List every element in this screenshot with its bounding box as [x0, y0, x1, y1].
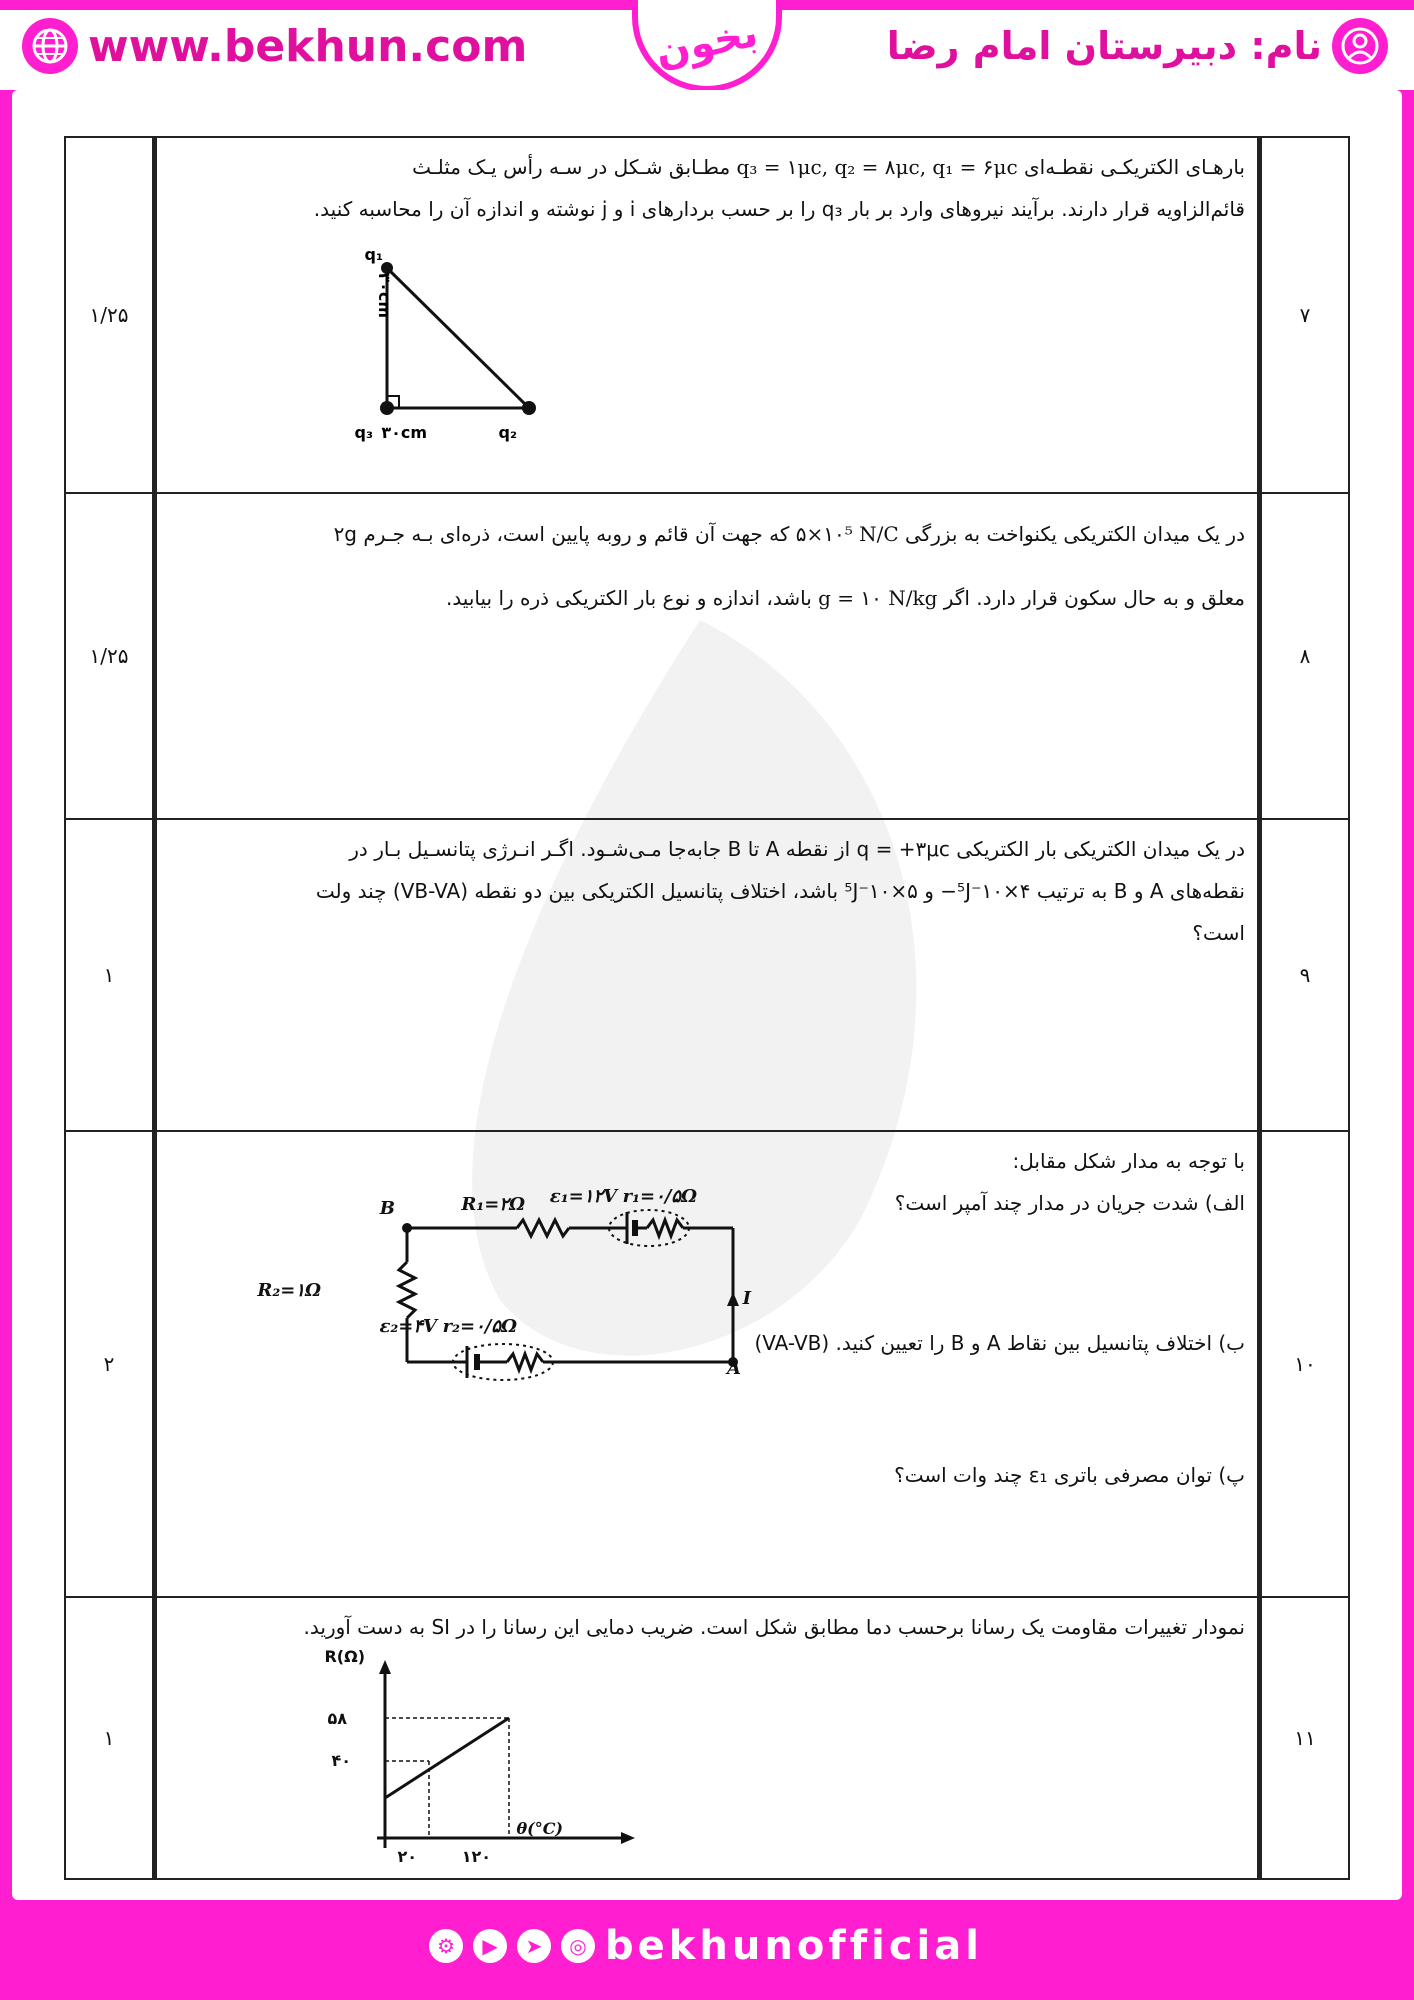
question-number: ۱۰ — [1260, 1131, 1350, 1597]
question-text-line: نقطه‌های A و B به ترتیب ۴×۱۰⁻⁵J− و ۵×۱۰⁻⁵J باشد، اختلاف پتانسیل الکتریکی بین دو نقطه (VB-VA) چند ولت — [315, 879, 1245, 903]
question-row-8 — [65, 493, 1349, 819]
name-label: نام: دبیرستان امام رضا — [886, 24, 1322, 68]
label-e1: ε₁=۱۲V — [549, 1186, 617, 1207]
brand-logo: بخون — [632, 0, 782, 92]
youtube-icon[interactable]: ▶ — [473, 1929, 507, 1963]
math-gravity: g = ۱۰ N/kg — [818, 586, 938, 610]
instagram-icon[interactable]: ◎ — [561, 1929, 595, 1963]
question-text-line: با توجه به مدار شکل مقابل: — [1012, 1149, 1245, 1173]
question-body — [155, 137, 1260, 493]
question-score: ۱/۲۵ — [65, 137, 155, 493]
question-row-10 — [65, 1131, 1349, 1597]
current-I: I — [742, 1288, 751, 1309]
question-score: ۱ — [65, 819, 155, 1131]
label-q3: q₃ — [354, 423, 373, 442]
user-icon — [1332, 18, 1388, 74]
y-axis-label: R(Ω) — [324, 1647, 365, 1666]
question-body — [155, 1131, 1260, 1597]
question-body — [155, 493, 1260, 819]
x-axis-label: θ(°C) — [516, 1819, 563, 1838]
question-text-line: در یک میدان الکتریکی یکنواخت به بزرگی ۵×۱۰⁵ N/C که جهت آن قائم و روبه پایین است، ذره‌ای بـه جـرم ۲g — [333, 522, 1245, 546]
question-text-line: است؟ — [1192, 921, 1245, 945]
node-A: A — [727, 1358, 741, 1379]
page-header — [0, 0, 1414, 90]
x-tick-20: ۲۰ — [397, 1847, 417, 1866]
question-text-line: قائم‌الزاویه قرار دارند. برآیند نیروهای وارد بر بار q₃ را بر حسب بردارهای i و j نوشته و اندازه آن را محاسبه کنید. — [313, 197, 1245, 221]
label-q2: q₂ — [498, 423, 517, 442]
question-text-line: نمودار تغییرات مقاومت یک رسانا برحسب دما مطابق شکل است. ضریب دمایی این رسانا را در SI به دست آورید. — [303, 1615, 1245, 1639]
reels-icon[interactable]: ⚙ — [429, 1929, 463, 1963]
site-url: www.bekhun.com — [88, 20, 528, 72]
label-side-v: ۳۰cm — [375, 272, 394, 318]
question-number: ۷ — [1260, 137, 1350, 493]
question-score: ۱ — [65, 1597, 155, 1879]
globe-icon — [22, 18, 78, 74]
label-R2: R₂=۱Ω — [257, 1280, 321, 1301]
question-score: ۱/۲۵ — [65, 493, 155, 819]
question-row-7 — [65, 137, 1349, 493]
telegram-icon[interactable]: ➤ — [517, 1929, 551, 1963]
question-text-line: در یک میدان الکتریکی بار الکتریکی q = +۳μc از نقطه A تا B جابه‌جا مـی‌شـود. اگـر انـرژی پتانسـیل بـار در — [349, 837, 1245, 861]
question-body — [155, 1597, 1260, 1879]
question-number: ۸ — [1260, 493, 1350, 819]
y-tick-58: ۵۸ — [327, 1709, 347, 1728]
circuit-figure — [257, 1162, 797, 1402]
label-r1: r₁=۰/۵Ω — [622, 1186, 697, 1207]
question-body — [155, 819, 1260, 1131]
questions-table — [64, 136, 1350, 1880]
y-tick-40: ۴۰ — [331, 1751, 351, 1770]
question-row-9 — [65, 819, 1349, 1131]
part-b: ب) اختلاف پتانسیل بین نقاط A و B را تعیین کنید. (VA-VB) — [754, 1331, 1245, 1355]
social-footer[interactable] — [398, 1910, 1014, 1982]
part-c: پ) توان مصرفی باتری ε₁ چند وات است؟ — [894, 1463, 1245, 1487]
question-number: ۱۱ — [1260, 1597, 1350, 1879]
social-handle: bekhunofficial — [605, 1923, 983, 1969]
label-side-h: ۳۰cm — [381, 423, 427, 442]
label-r2: r₂=۰/۵Ω — [442, 1316, 517, 1337]
resistance-graph — [324, 1647, 647, 1868]
triangle-figure — [354, 245, 557, 448]
question-score: ۲ — [65, 1131, 155, 1597]
label-R1: R₁=۲Ω — [461, 1194, 525, 1215]
part-a: الف) شدت جریان در مدار چند آمپر است؟ — [894, 1191, 1245, 1215]
label-q1: q₁ — [364, 245, 383, 264]
math-field: ۵×۱۰⁵ N/C — [795, 522, 899, 546]
question-text-line: معلق و به حال سکون قرار دارد. اگر g = ۱۰ N/kg باشد، اندازه و نوع بار الکتریکی ذره را بیابید. — [445, 586, 1245, 610]
math-charges: q₃ = ۱μc, q₂ = ۸μc, q₁ = ۶μc — [736, 155, 1018, 179]
question-row-11 — [65, 1597, 1349, 1879]
x-tick-120: ۱۲۰ — [461, 1847, 491, 1866]
question-text-line: بارهـای الکتریکـی نقطـه‌ای q₃ = ۱μc, q₂ = ۸μc, q₁ = ۶μc مطـابق شـکل در سـه رأس یـک مثلـث — [412, 155, 1245, 179]
name-field — [887, 18, 1388, 74]
question-number: ۹ — [1260, 819, 1350, 1131]
node-B: B — [379, 1198, 395, 1219]
site-link[interactable] — [22, 18, 527, 74]
label-e2: ε₂=۴V — [379, 1316, 437, 1337]
